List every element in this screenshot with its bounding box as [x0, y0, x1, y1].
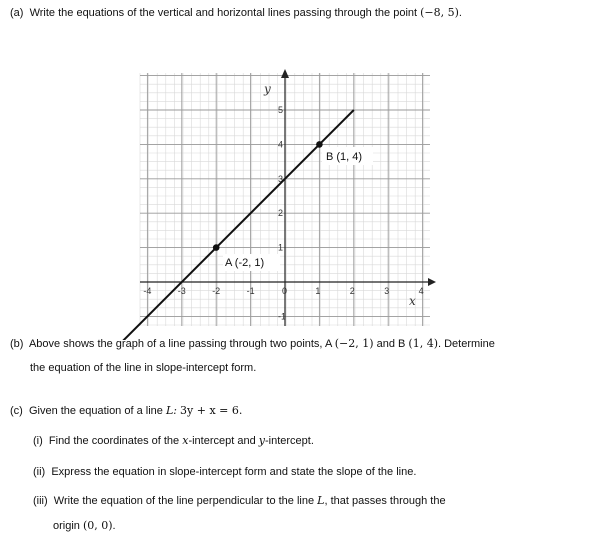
- part-b-line1-end: . Determine: [437, 338, 495, 350]
- part-c-item-ii: [33, 465, 416, 479]
- part-b-point-b: (1, 4): [408, 337, 438, 350]
- part-b-question: [10, 337, 495, 351]
- x-tick-label: 0: [282, 286, 288, 296]
- part-c-equation: 3y + x = 6.: [180, 404, 243, 417]
- x-tick-label: 3: [384, 286, 390, 296]
- item-ii-text: Express the equation in slope-intercept form and state the slope of the line.: [51, 466, 417, 478]
- data-point: [213, 244, 220, 251]
- x-tick-label: 4: [418, 286, 424, 296]
- part-c-item-iii-line2: [53, 519, 116, 533]
- item-i-y: y: [258, 434, 265, 447]
- y-tick-label: -1: [278, 311, 287, 322]
- part-a-point: (−8, 5): [420, 6, 459, 19]
- item-iii-text1: Write the equation of the line perpendicular to the line: [53, 495, 315, 507]
- y-tick-label: 3: [278, 173, 284, 184]
- item-iii-number: (iii): [33, 495, 48, 507]
- part-b-question-line2: the equation of the line in slope-intercept form.: [30, 362, 257, 374]
- y-axis-label: y: [264, 82, 271, 96]
- item-iii-text1b: , that passes through the: [324, 495, 446, 507]
- item-iii-origin: (0, 0): [82, 519, 113, 532]
- item-iii-text2: origin: [53, 520, 80, 532]
- part-c-question: [10, 404, 242, 418]
- item-i-number: (i): [33, 435, 43, 447]
- x-tick-label: -3: [177, 286, 186, 296]
- part-a-prefix: (a): [10, 7, 24, 19]
- y-axis-arrow: [281, 69, 289, 78]
- x-axis-arrow: [428, 278, 436, 286]
- x-tick-label: -1: [246, 286, 255, 296]
- point-a-label: A (-2, 1): [225, 257, 265, 269]
- point-b-label: B (1, 4): [326, 151, 363, 163]
- y-tick-label: 5: [278, 105, 284, 115]
- item-i-x: x: [182, 434, 189, 447]
- part-c-item-iii: [33, 494, 446, 508]
- x-tick-label: 1: [315, 286, 321, 296]
- item-i-text-pre: Find the coordinates of the: [48, 435, 180, 447]
- item-iii-end: .: [112, 520, 116, 532]
- part-c-prefix: (c): [10, 405, 23, 417]
- part-a-end: .: [458, 7, 462, 19]
- part-b-prefix: (b): [10, 338, 24, 350]
- part-a-text: Write the equations of the vertical and horizontal lines passing through the point: [29, 7, 418, 19]
- data-point: [316, 141, 323, 148]
- part-b-point-a: (−2, 1): [334, 337, 374, 350]
- y-tick-label: 2: [278, 208, 284, 219]
- y-tick-label: 1: [278, 242, 284, 253]
- part-c-line-name: L:: [165, 404, 177, 417]
- x-tick-label: 2: [349, 286, 355, 296]
- y-tick-label: 4: [278, 139, 284, 150]
- item-ii-number: (ii): [33, 466, 46, 478]
- item-iii-line-L: L: [317, 494, 325, 507]
- x-axis-label: x: [409, 294, 416, 308]
- part-c-item-i: [33, 434, 314, 448]
- part-b-text: Above shows the graph of a line passing through two points, A: [28, 338, 332, 350]
- item-i-text-post: -intercept.: [264, 435, 314, 447]
- item-i-text-mid: -intercept and: [188, 435, 256, 447]
- part-c-text: Given the equation of a line: [28, 405, 163, 417]
- x-tick-label: -4: [143, 286, 152, 296]
- part-b-and: and B: [376, 338, 406, 350]
- x-tick-label: -2: [212, 286, 221, 296]
